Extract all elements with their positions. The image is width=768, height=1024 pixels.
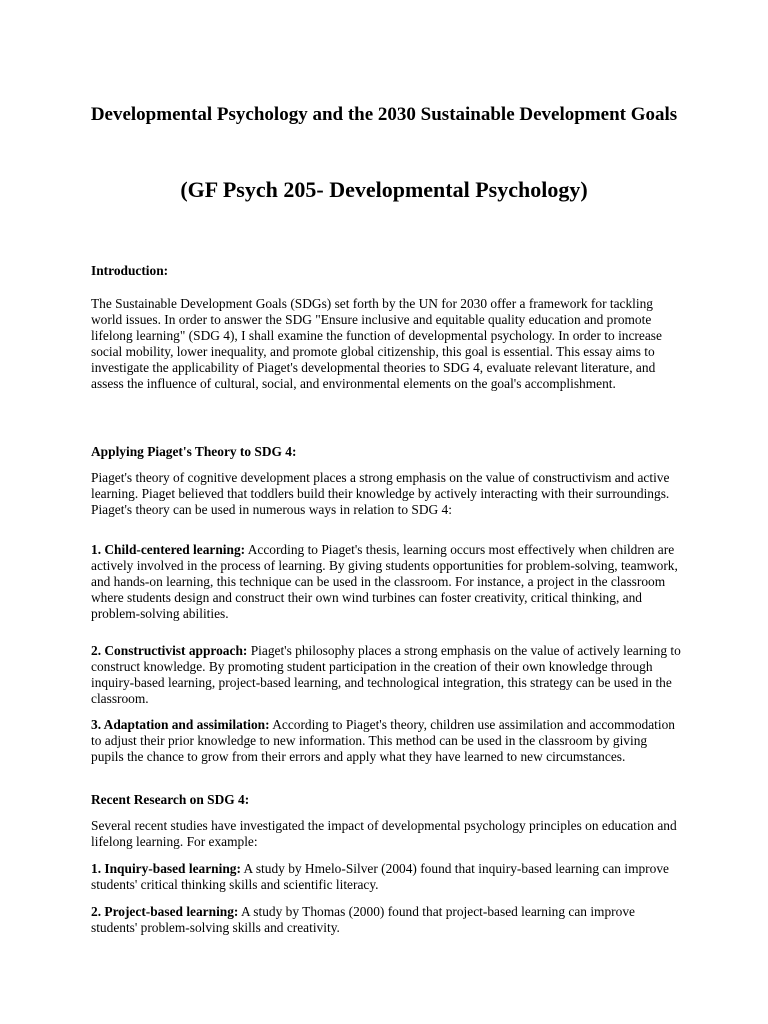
intro-heading: Introduction: (91, 263, 169, 278)
point-adaptation (91, 717, 683, 765)
document-subtitle: (GF Psych 205- Developmental Psychology) (180, 177, 588, 202)
study-inquiry (91, 861, 683, 893)
point-constructivist-text: Piaget's philosophy places a strong emphasis on the value of actively learning to construct knowledge. By promoting student participation in the creation of their own knowledge through inquiry-based learning, project-based learning, and technological integration, this strategy can be used in the classroom. (91, 643, 681, 707)
piaget-heading: Applying Piaget's Theory to SDG 4: (91, 444, 297, 459)
point-adaptation-lead: 3. Adaptation and assimilation: (91, 717, 270, 732)
study-project-lead: 2. Project-based learning: (91, 904, 239, 919)
intro-paragraph: The Sustainable Development Goals (SDGs) set forth by the UN for 2030 offer a framework for tackling world issues. In order to answer the SDG "Ensure inclusive and equitable quality education and promote lifelong learning" (SDG 4), I shall examine the function of developmental psychology. In order to increase social mobility, lower inequality, and promote global citizenship, this goal is essential. This essay aims to investigate the applicability of Piaget's developmental theories to SDG 4, evaluate relevant literature, and assess the influence of cultural, social, and environmental elements on the goal's accomplishment. (91, 296, 662, 392)
study-inquiry-text: A study by Hmelo-Silver (2004) found that inquiry-based learning can improve students' critical thinking skills and scientific literacy. (91, 861, 669, 893)
point-adaptation-text: According to Piaget's theory, children use assimilation and accommodation to adjust their prior knowledge to new information. This method can be used in the classroom by giving pupils the chance to grow from their errors and apply what they have learned to new circumstances. (91, 717, 675, 765)
research-heading: Recent Research on SDG 4: (91, 792, 250, 807)
study-inquiry-lead: 1. Inquiry-based learning: (91, 861, 241, 876)
point-child-centered-text: According to Piaget's thesis, learning occurs most effectively when children are actively involved in the process of learning. By giving students opportunities for problem-solving, teamwork, and hands-on learning, this technique can be used in the classroom. For instance, a project in the classroom where students design and construct their own wind turbines can foster creativity, critical thinking, and problem-solving abilities. (91, 542, 678, 622)
study-project-text: A study by Thomas (2000) found that project-based learning can improve students' problem-solving skills and creativity. (91, 904, 635, 936)
piaget-paragraph: Piaget's theory of cognitive development places a strong emphasis on the value of constructivism and active learning. Piaget believed that toddlers build their knowledge by actively interacting with their surroundings. Piaget's theory can be used in numerous ways in relation to SDG 4: (91, 470, 670, 518)
research-paragraph: Several recent studies have investigated the impact of developmental psychology principles on education and lifelong learning. For example: (91, 818, 677, 850)
point-child-centered-lead: 1. Child-centered learning: (91, 542, 246, 557)
study-project (91, 904, 683, 936)
point-constructivist-lead: 2. Constructivist approach: (91, 643, 248, 658)
document-title: Developmental Psychology and the 2030 Sustainable Development Goals (90, 104, 678, 125)
point-child-centered (91, 542, 683, 622)
point-constructivist (91, 643, 683, 707)
